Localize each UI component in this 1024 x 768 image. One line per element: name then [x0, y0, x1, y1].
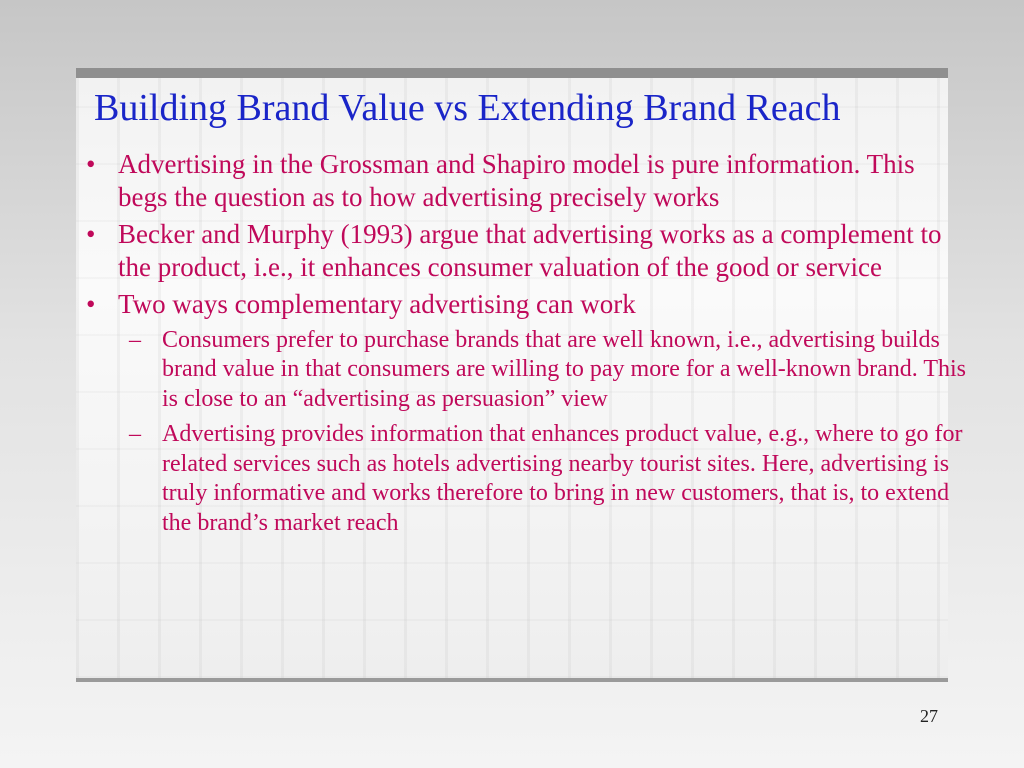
bullet-item [86, 288, 966, 321]
sub-bullet-marker: – [129, 326, 141, 353]
bullet-marker: • [86, 149, 96, 179]
sub-bullet-text: Advertising provides information that enhances product value, e.g., where to go for related services such as hotels advertising nearby tourist sites. Here, advertising is truly informative and works therefore to bring in new customers, that is, to extend the brand’s market reach [162, 421, 963, 536]
page-number: 27 [920, 706, 938, 726]
slide-title: Building Brand Value vs Extending Brand Reach [94, 87, 841, 129]
bullet-item [86, 148, 966, 213]
sub-bullet-item [86, 326, 966, 415]
bullet-item [86, 218, 966, 283]
bullet-text: Advertising in the Grossman and Shapiro model is pure information. This begs the question as to how advertising precisely works [118, 149, 915, 212]
bullet-text: Two ways complementary advertising can work [118, 289, 636, 319]
slide-content [86, 148, 966, 544]
bullet-text: Becker and Murphy (1993) argue that advertising works as a complement to the product, i.e., it enhances consumer valuation of the good or service [118, 219, 942, 282]
sub-bullet-item [86, 420, 966, 538]
bullet-marker: • [86, 289, 96, 319]
bullet-marker: • [86, 219, 96, 249]
sub-bullet-text: Consumers prefer to purchase brands that are well known, i.e., advertising builds brand value in that consumers are willing to pay more for a well-known brand. This is close to an “advertising as persuasion” view [162, 326, 967, 412]
sub-bullet-marker: – [129, 421, 141, 447]
